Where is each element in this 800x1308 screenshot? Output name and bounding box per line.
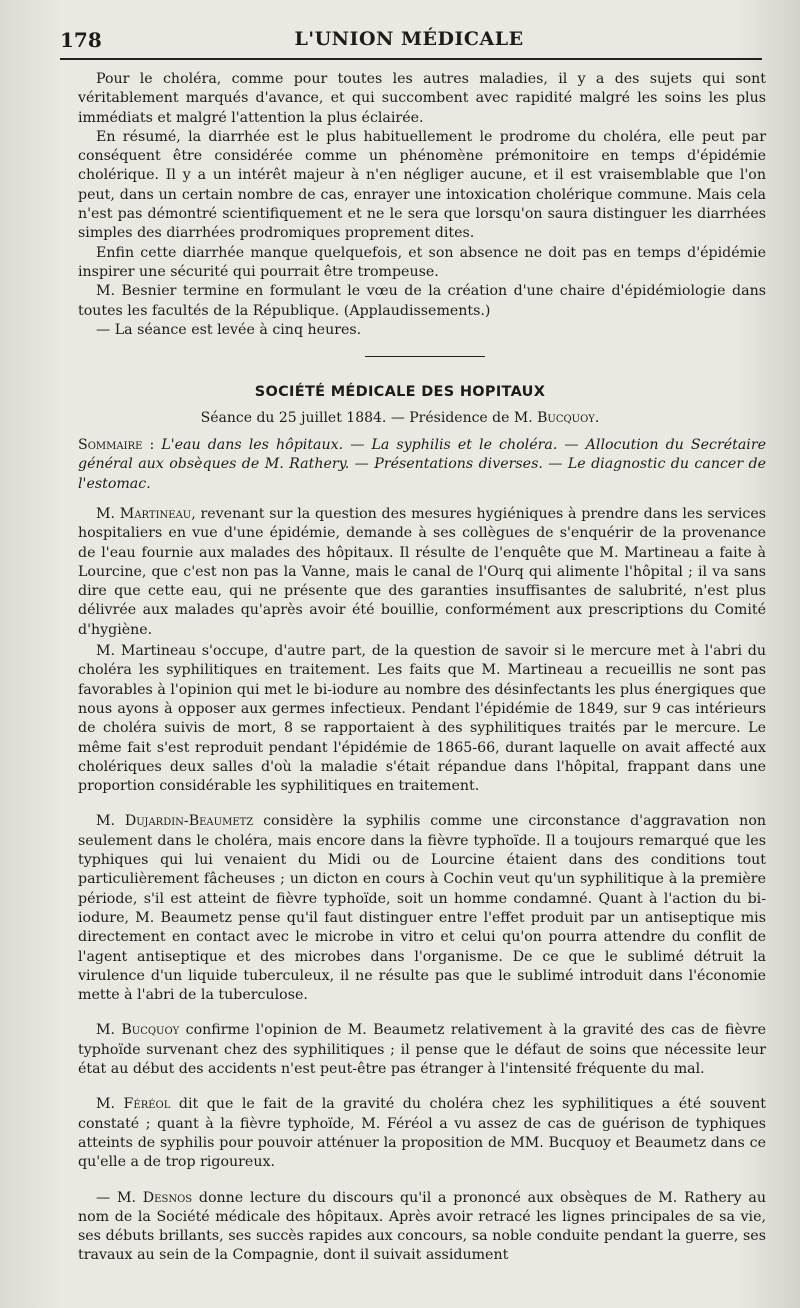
minute-paragraph (78, 812, 766, 1005)
society-title: SOCIÉTÉ MÉDICALE DES HOPITAUX (254, 384, 546, 400)
session-date: Séance du 25 juillet 1884. — Présidence de M. (200, 410, 538, 426)
previous-session-text (78, 70, 766, 340)
paragraph: M. Besnier termine en formulant le vœu de la création d'une chaire d'épidémiologie dans toutes les facultés de la République. (Applaudissements.) (78, 283, 766, 319)
paragraph: — La séance est levée à cinq heures. (96, 321, 362, 338)
minute-text: M. Martineau s'occupe, d'autre part, de la question de savoir si le mercure met à l'abri du choléra les syphilitiques en traitement. Les faits que M. Martineau a recueillis ne sont pas favorables à l'opinion qui met le bi-iodure au nombre des désinfectants les plus énergiques que nous ayons à opposer aux germes infectieux. Pendant l'épidémie de 1849, sur 9 cas intérieurs de choléra suivis de mort, 8 se rapportaient à des syphilitiques traités par le mercure. Le même fait s'est reproduit pendant l'épidémie de 1865-66, durant laquelle on avait affecté aux cholériques deux salles d'où la maladie s'était répandue dans l'hôpital, frappant dans une proportion considérable les syphilitiques en traitement. (78, 643, 766, 795)
minute-paragraph (78, 1021, 766, 1079)
paragraph: Enfin cette diarrhée manque quelquefois, et son absence ne doit pas en temps d'épidémie inspirer une sécurité qui pourrait être trompeuse. (78, 244, 766, 280)
speaker-name: M. Bucquoy (96, 1022, 180, 1039)
session-president: Bucquoy (537, 410, 595, 426)
paragraph: En résumé, la diarrhée est le plus habituellement le prodrome du choléra, elle peut par conséquent être considérée comme un phénomène prémonitoire en temps d'épidémie cholérique. Il y a un intérêt majeur à n'en négliger aucune, et il est vraisemblable que l'on peut, dans un certain nombre de cas, enrayer une intoxication cholérique commune. Mais cela n'est pas démontré scientifiquement et ne le sera que lorsqu'on saura distinguer les diarrhées simples des diarrhées prodromiques proprement dites. (78, 128, 766, 242)
speaker-name: — M. Desnos (96, 1189, 193, 1206)
section-separator (365, 356, 485, 357)
minute-text: confirme l'opinion de M. Beaumetz relativement à la gravité des cas de fièvre typhoïde survenant chez des syphilitiques ; il pense que le défaut de soins que nécessite leur état au début des accidents n'est peut-être pas étranger à l'intensité fréquente du mal. (78, 1022, 767, 1078)
minute-paragraph (78, 1095, 766, 1172)
speaker-name: M. Féréol (96, 1096, 171, 1113)
page-number: 178 (60, 28, 102, 52)
summary-text: L'eau dans les hôpitaux. — La syphilis et le choléra. — Allocution du Secrétaire général aux obsèques de M. Rathery. — Présentations diverses. — Le diagnostic du cancer de l'estomac. (78, 437, 766, 492)
minutes-text (78, 505, 766, 1266)
session-line (0, 410, 800, 426)
summary-block: Sommaire : L'eau dans les hôpitaux. — La syphilis et le choléra. — Allocution du Secrétaire général aux obsèques de M. Rathery. — Présentations diverses. — Le diagnostic du cancer de l'estomac. (78, 437, 766, 492)
minute-paragraph (78, 642, 766, 796)
header-rule (60, 58, 762, 60)
speaker-name: M. Martineau (96, 506, 192, 522)
speaker-name: M. Dujardin-Beaumetz (96, 813, 254, 830)
session-end: . (594, 410, 600, 426)
minute-text: considère la syphilis comme une circonstance d'aggravation non seulement dans le choléra, mais encore dans la fièvre typhoïde. Il a toujours remarqué que les typhiques qui lui venaient du Midi ou de Lourcine étaient dans des conditions tout particulièrement fâcheuses ; un dicton en cours à Cochin veut qu'un syphilitique à la première période, s'il est atteint de fièvre typhoïde, soit un homme condamné. Quant à l'action du bi-iodure, M. Beaumetz pense qu'il faut distinguer entre l'effet produit par un antiseptique mis directement en contact avec le microbe in vitro et celui qu'on pourra attendre du conflit de l'agent antiseptique et des microbes dans l'organisme. De ce que le sublimé détruit la virulence d'un liquide tuberculeux, il ne résulte pas que le sublimé introduit dans l'économie mette à l'abri de la tuberculose. (78, 813, 767, 1004)
journal-title: L'UNION MÉDICALE (294, 28, 524, 50)
minute-paragraph (78, 505, 766, 640)
paragraph: Pour le choléra, comme pour toutes les autres maladies, il y a des sujets qui sont véritablement marqués d'avance, et qui succombent avec rapidité malgré les soins les plus immédiats et malgré l'attention la plus éclairée. (78, 71, 766, 126)
minute-text: , revenant sur la question des mesures hygiéniques à prendre dans les services hospitaliers en vue d'une épidémie, demande à ses collègues de s'enquérir de la provenance de l'eau fournie aux malades des hôpitaux. Il résulte de l'enquête que M. Martineau a faite à Lourcine, que c'est non pas la Vanne, mais le canal de l'Ourq qui alimente l'hôpital ; il va sans dire que cette eau, qui ne présente que des garanties insuffisantes de salubrité, n'est plus délivrée aux malades qu'après avoir été bouillie, conformément aux prescriptions du Comité d'hygiène. (78, 506, 766, 638)
minute-text: dit que le fait de la gravité du choléra chez les syphilitiques a été souvent constaté ; quant à la fièvre typhoïde, M. Féréol a vu assez de cas de guérison de typhiques atteints de syphilis pour pouvoir atténuer la proposition de MM. Bucquoy et Beaumetz dans ce qu'elle a de trop rigoureux. (78, 1096, 767, 1171)
minute-text: donne lecture du discours qu'il a prononcé aux obsèques de M. Rathery au nom de la Société médicale des hôpitaux. Après avoir retracé les lignes principales de sa vie, ses débuts brillants, ses succès rapides aux concours, sa noble conduite pendant la guerre, ses travaux au sein de la Compagnie, dont il suivait assidument (78, 1189, 766, 1264)
minute-paragraph (78, 1189, 766, 1266)
running-header (60, 28, 758, 62)
summary-label: Sommaire (78, 437, 143, 453)
